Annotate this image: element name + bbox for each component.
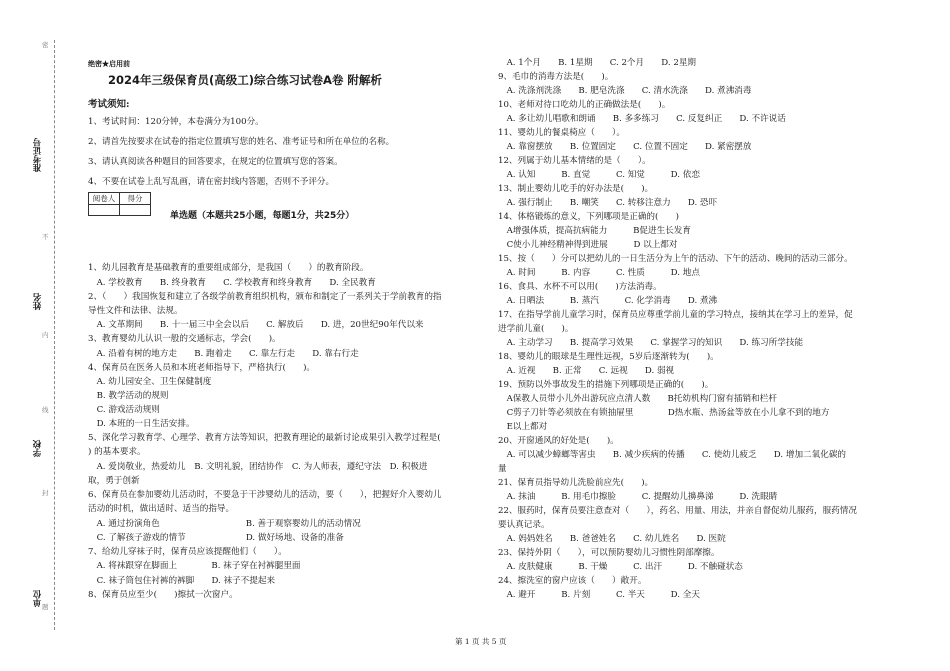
- notice-item: 2、请首先按要求在试卷的指定位置填写您的姓名、准考证号和所在单位的名称。: [88, 137, 395, 147]
- seal-mark: 不: [42, 233, 49, 241]
- question-line: 8、保育员应至少( )擦拭一次窗户。: [88, 590, 238, 600]
- question-line: A. 文革期间 B. 十一届三中全会以后 C. 解放后 D. 进，20世纪90年代以来: [88, 320, 424, 330]
- seal-line: [54, 40, 55, 630]
- notice-title: 考试须知:: [88, 99, 130, 110]
- seal-mark: 内: [42, 331, 49, 339]
- question-line: 20、开窗通风的好处是( )。: [498, 436, 619, 446]
- question-line: C使小儿神经精神得到进展 D 以上都对: [498, 240, 678, 250]
- question-line: 21、保育员指导幼儿洗脸前应先( )。: [498, 478, 654, 488]
- question-line: A. 皮肤健康 B. 干燥 C. 出汗 D. 不触碰状态: [498, 562, 743, 572]
- question-line: 10、老师对待口吃幼儿的正确做法是( )。: [498, 100, 671, 110]
- seal-mark: 题: [42, 603, 49, 611]
- question-line: A. 近视 B. 正常 C. 远视 D. 弱视: [498, 366, 675, 376]
- question-line: A. 通过扮演角色 B. 善于观察婴幼儿的活动情况: [88, 519, 361, 529]
- notice-item: 4、不要在试卷上乱写乱画，请在密封线内答题，否则不予评分。: [88, 177, 335, 187]
- question-line: 1、幼儿园教育是基础教育的重要组成部分，是我国（ ）的教育阶段。: [88, 263, 369, 273]
- question-line: 18、婴幼儿的眼球是生理性远视，5岁后逐渐转为( )。: [498, 352, 719, 362]
- question-line: C剪子刀针等必须放在有锁抽屉里 D热水瓶、热汤盆等放在小儿拿不到的地方: [498, 408, 830, 418]
- name-label: 姓名: [33, 293, 43, 310]
- question-line: A. 将袜跟穿在脚面上 B. 袜子穿在衬裤腿里面: [88, 561, 301, 571]
- question-line: 4、保育员在医务人员和本班老师指导下，严格执行( )。: [88, 363, 316, 373]
- question-line: 15、按（ ）分可以把幼儿的一日生活分为上午的活动、下午的活动、晚间的活动三部分。: [498, 254, 853, 264]
- question-line: C. 袜子筒包住衬裤的裤脚 D. 袜子不提起来: [88, 576, 276, 586]
- page-footer: 第 1 页 共 5 页: [455, 637, 507, 646]
- question-line: B. 教学活动的规则: [88, 391, 169, 401]
- question-line: A. 爱岗敬业，热爱幼儿 B. 文明礼貌，团结协作 C. 为人师表，遵纪守法 D. 积极进: [88, 462, 428, 472]
- question-line: C. 了解孩子游戏的情节 D. 做好场地、设备的准备: [88, 533, 344, 543]
- school-label: 学校: [33, 440, 43, 457]
- question-line: 7、给幼儿穿袜子时，保育员应该提醒他们（ ）。: [88, 547, 287, 557]
- question-line: 24、擦洗室的窗户应该（ ）敞开。: [498, 576, 647, 586]
- question-line: C. 游戏活动规则: [88, 405, 160, 415]
- question-line: A保教人员带小儿外出游玩应点清人数 B托幼机构门窗有插销和栏杆: [498, 394, 777, 404]
- question-line: 2、（ ）我国恢复和建立了各级学前教育组织机构，颁布和制定了一系列关于学前教育的指: [88, 292, 442, 302]
- section-title: 单选题（本题共25小题，每题1分，共25分）: [170, 211, 355, 221]
- seal-mark: 密: [42, 41, 49, 49]
- question-line: 19、预防以外事故发生的措施下列哪项是正确的( )。: [498, 380, 714, 390]
- question-line: 量: [498, 464, 507, 474]
- question-line: A. 认知 B. 直觉 C. 知觉 D. 依恋: [498, 170, 700, 180]
- score-table: [88, 192, 151, 216]
- question-line: A. 洗涤剂洗涤 B. 肥皂洗涤 C. 清水洗涤 D. 煮沸消毒: [498, 86, 752, 96]
- page-title: 2024年三级保育员(高级工)综合练习试卷A卷 附解析: [108, 73, 382, 87]
- notice-item: 3、请认真阅读各种题目的回答要求，在规定的位置填写您的答案。: [88, 157, 343, 167]
- seal-mark: 封: [42, 489, 49, 497]
- question-line: 导性文件和法律、法规。: [88, 306, 183, 316]
- question-line: E以上都对: [498, 422, 548, 432]
- question-line: A. 妈妈姓名 B. 爸爸姓名 C. 幼儿姓名 D. 医院: [498, 534, 726, 544]
- question-line: 9、毛巾的消毒方法是( )。: [498, 72, 614, 82]
- question-line: A增强体质，提高抗病能力 B促进生长发育: [498, 226, 691, 236]
- question-line: A. 幼儿园安全、卫生保健制度: [88, 377, 212, 387]
- question-line: A. 抹油 B. 用毛巾擦脸 C. 提醒幼儿擤鼻涕 D. 洗眼睛: [498, 492, 778, 502]
- question-line: 23、保持外阴（ ），可以预防婴幼儿习惯性阴部摩擦。: [498, 548, 720, 558]
- score-header-grader: 阅卷人: [89, 193, 120, 205]
- unit-label: 单位: [33, 590, 43, 607]
- question-line: A. 学校教育 B. 终身教育 C. 学校教育和终身教育 D. 全民教育: [88, 278, 376, 288]
- secret-mark: 绝密★启用前: [88, 59, 130, 68]
- question-line: 取，勇于创新: [88, 476, 140, 486]
- exam-number-label: 准考证号: [33, 138, 43, 172]
- question-line: A. 主动学习 B. 提高学习效果 C. 掌握学习的知识 D. 练习所学技能: [498, 338, 804, 348]
- question-line: 进学前儿童( )。: [498, 324, 574, 334]
- question-line: A. 1个月 B. 1星期 C. 2个月 D. 2星期: [498, 58, 697, 68]
- question-line: 16、食具、水杯不可以用( )方法消毒。: [498, 282, 662, 292]
- question-line: 17、在指导学前儿童学习时，保育员应尊重学前儿童的学习特点，接纳其在学习上的差异，促: [498, 310, 853, 320]
- question-line: 要认真记录。: [498, 520, 550, 530]
- score-header-score: 得分: [120, 193, 151, 205]
- question-line: D. 本班的一日生活安排。: [88, 419, 195, 429]
- question-line: 11、婴幼儿的餐桌椅应（ ）。: [498, 128, 625, 138]
- question-line: 6、保育员在参加婴幼儿活动时，不要急于干涉婴幼儿的活动，要（ ），把握好介入婴幼儿: [88, 490, 442, 500]
- question-line: A. 多让幼儿唱歌和朗诵 B. 多多练习 C. 反复纠正 D. 不许说话: [498, 114, 786, 124]
- question-line: 14、体格锻炼的意义，下列哪项是正确的( ): [498, 212, 679, 222]
- question-line: 3、教育婴幼儿认识一般的交通标志，学会( )。: [88, 334, 281, 344]
- question-line: A. 避开 B. 片刻 C. 半天 D. 全天: [498, 590, 700, 600]
- notice-item: 1、考试时间：120分钟，本卷满分为100分。: [88, 117, 264, 127]
- question-line: A. 靠窗摆放 B. 位置固定 C. 位置不固定 D. 紧密摆放: [498, 142, 752, 152]
- question-line: A. 可以减少蟑螂等害虫 B. 减少疾病的传播 C. 使幼儿疲乏 D. 增加二氧化碳的: [498, 450, 847, 460]
- question-line: A. 强行制止 B. 嘲笑 C. 转移注意力 D. 恐吓: [498, 198, 718, 208]
- question-line: A. 沿着有树的地方走 B. 跑着走 C. 靠左行走 D. 靠右行走: [88, 349, 359, 359]
- question-line: A. 时间 B. 内容 C. 性质 D. 地点: [498, 268, 700, 278]
- question-line: A. 日晒法 B. 蒸汽 C. 化学消毒 D. 煮沸: [498, 296, 718, 306]
- question-line: 22、服药时，保育员要注意查对（ ），药名、用量、用法，并亲自督促幼儿服药，服药情况: [498, 506, 857, 516]
- question-line: 活动的时机，做出适时、适当的指导。: [88, 504, 235, 514]
- question-line: ) 的基本要求。: [88, 447, 146, 457]
- question-line: 12、列属于幼儿基本情绪的是（ ）。: [498, 156, 651, 166]
- score-cell[interactable]: [120, 205, 151, 216]
- seal-mark: 线: [42, 406, 49, 414]
- grader-cell[interactable]: [89, 205, 120, 216]
- question-line: 13、制止婴幼儿吃手的好办法是( )。: [498, 184, 654, 194]
- question-line: 5、深化学习教育学、心理学、教育方法等知识，把教育理论的最新讨论成果引入教学过程是(: [88, 433, 441, 443]
